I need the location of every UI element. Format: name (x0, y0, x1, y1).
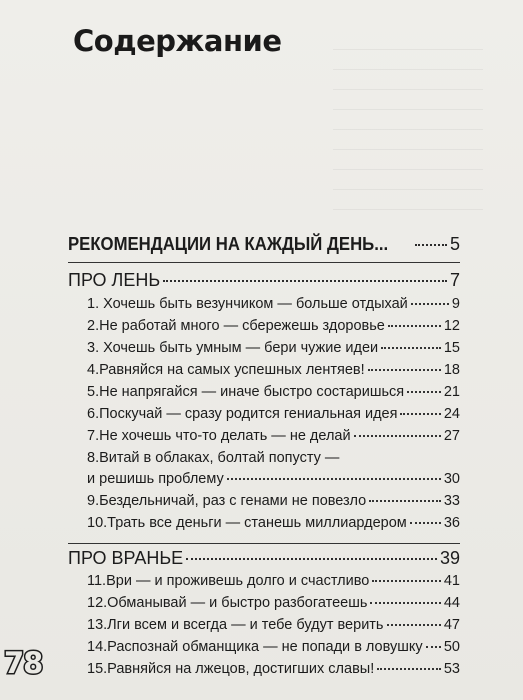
toc-section-label: ПРО ВРАНЬЕ (68, 548, 184, 568)
toc-item-label: 11.Ври — и проживешь долго и счастливо (87, 573, 370, 589)
toc-item-page: 15 (443, 340, 460, 356)
toc-item (87, 471, 460, 487)
toc-section-laziness (68, 270, 460, 291)
toc-item-label: 6.Поскучай — сразу родится гениальная идея (87, 406, 398, 422)
toc-item-page: 18 (443, 362, 460, 378)
dot-leader (368, 369, 441, 371)
toc-item-label: 5.Не напрягайся — иначе быстро состаришься (87, 384, 405, 400)
toc-item-page: 9 (451, 296, 460, 312)
toc-item (87, 296, 460, 312)
dot-leader (227, 478, 441, 480)
toc-item (87, 639, 460, 655)
toc-item (87, 617, 460, 633)
dot-leader (415, 244, 447, 246)
toc-item-page: 36 (443, 515, 460, 531)
dot-leader (407, 391, 441, 393)
dot-leader (370, 602, 440, 604)
toc-entry-daily-recommendations (68, 234, 460, 255)
toc-item-label: 1. Хочешь быть везунчиком — больше отдыхай (87, 296, 408, 312)
toc-section-page: 7 (449, 270, 460, 290)
toc-item-page: 30 (443, 471, 460, 487)
toc-item (87, 515, 460, 531)
toc-item-page: 33 (443, 493, 460, 509)
toc-item (87, 493, 460, 509)
dot-leader (354, 435, 441, 437)
toc-item-label: 9.Бездельничай, раз с генами не повезло (87, 493, 367, 509)
dot-leader (369, 500, 441, 502)
dot-leader (400, 413, 440, 415)
section-divider (68, 262, 460, 263)
toc-item-label: 3. Хочешь быть умным — бери чужие идеи (87, 340, 379, 356)
toc-section-lying (68, 548, 460, 569)
page-title: Содержание (73, 24, 282, 58)
toc-item-page: 21 (443, 384, 460, 400)
toc-item-label-continued: и решишь проблему (87, 471, 224, 487)
dot-leader (387, 624, 441, 626)
dot-leader (410, 522, 441, 524)
dot-leader (388, 325, 441, 327)
section-divider (68, 543, 460, 544)
page-number: 78 (4, 646, 43, 680)
toc-section-page: 39 (439, 548, 460, 568)
toc-item-page: 50 (443, 639, 460, 655)
toc-item-label: 14.Распознай обманщика — не попади в ловушку (87, 639, 423, 655)
dot-leader (381, 347, 441, 349)
toc-item-page: 44 (443, 595, 460, 611)
toc-item (87, 661, 460, 677)
toc-item-label: 13.Лги всем и всегда — и тебе будут верить (87, 617, 384, 633)
toc-item-label: 12.Обманывай — и быстро разбогатеешь (87, 595, 368, 611)
toc-item-label: 4.Равняйся на самых успешных лентяев! (87, 362, 365, 378)
toc-item-page: 24 (443, 406, 460, 422)
toc-item (87, 362, 460, 378)
toc-item-page: 47 (443, 617, 460, 633)
toc-item (87, 406, 460, 422)
dot-leader (411, 303, 449, 305)
toc-item (87, 573, 460, 589)
toc-item-label: 10.Трать все деньги — станешь миллиардером (87, 515, 407, 531)
bleed-through-shadow (333, 38, 483, 218)
toc-item (87, 318, 460, 334)
dot-leader (372, 580, 441, 582)
toc-item-first-line (87, 450, 460, 466)
toc-item-label: 7.Не хочешь что-то делать — не делай (87, 428, 351, 444)
toc-item-page: 12 (443, 318, 460, 334)
dot-leader (186, 558, 437, 560)
toc-item-label: 15.Равняйся на лжецов, достигших славы! (87, 661, 375, 677)
toc-item-page: 27 (443, 428, 460, 444)
dot-leader (377, 668, 441, 670)
toc-entry-page: 5 (449, 234, 460, 254)
toc-item-page: 53 (443, 661, 460, 677)
toc-entry-label: РЕКОМЕНДАЦИИ НА КАЖДЫЙ ДЕНЬ... (68, 234, 389, 254)
toc-item-label: 8.Витай в облаках, болтай попусту — (87, 450, 340, 466)
toc-item (87, 428, 460, 444)
toc-item-label: 2.Не работай много — сбережешь здоровье (87, 318, 385, 334)
toc-item (87, 384, 460, 400)
toc-item-page: 41 (443, 573, 460, 589)
toc-item (87, 340, 460, 356)
toc-section-label: ПРО ЛЕНЬ (68, 270, 161, 290)
dot-leader (163, 280, 447, 282)
toc-item (87, 595, 460, 611)
dot-leader (426, 646, 441, 648)
